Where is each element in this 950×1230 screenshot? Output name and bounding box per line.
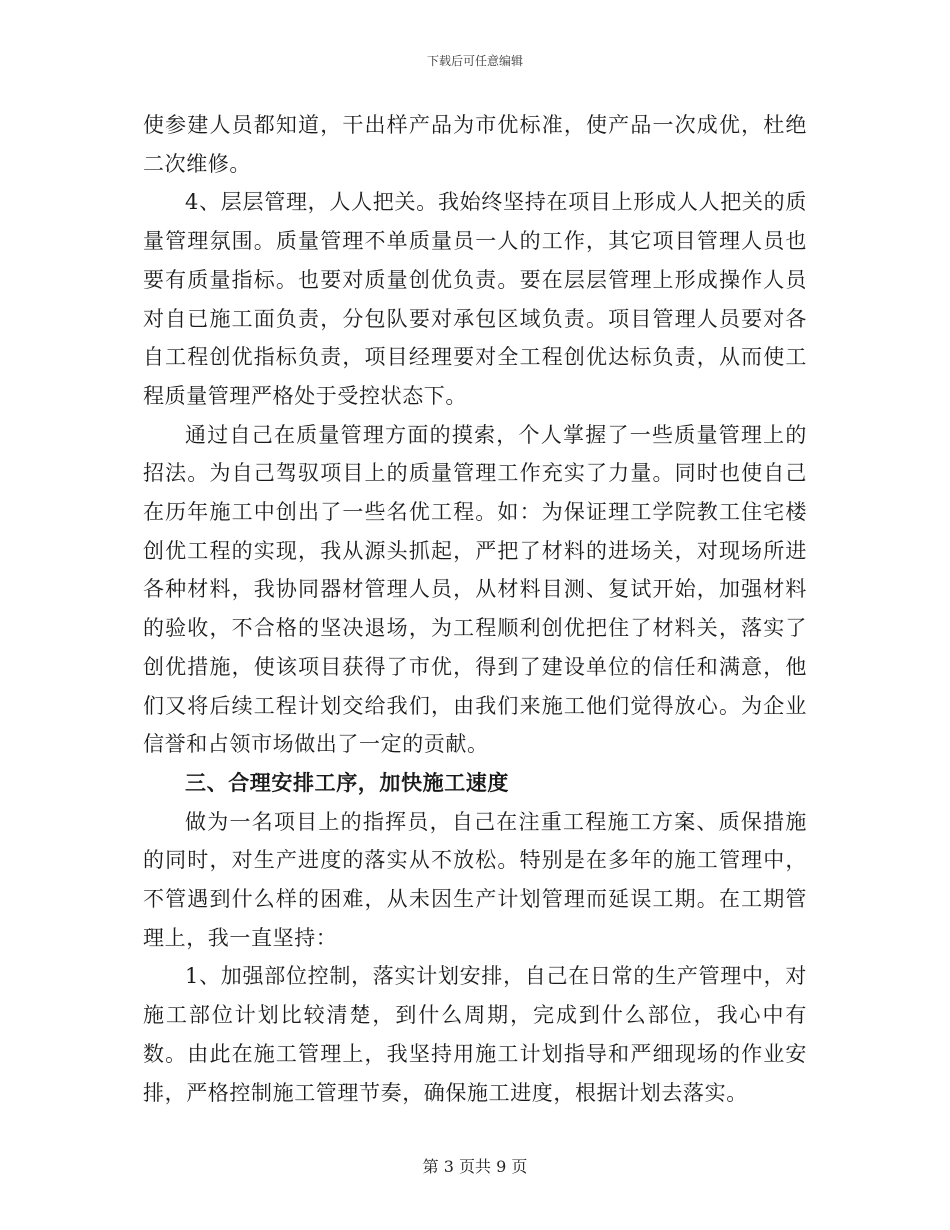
section-heading: 三、合理安排工序，加快施工速度 xyxy=(185,769,509,795)
paragraph-layered-management: 4、层层管理，人人把关。我始终坚持在项目上形成人人把关的质量管理氛围。质量管理不单质量员一人的工作，其它项目管理人员也要有质量指标。也要对质量创优负责。要在层层管理上形成操作人员对自已施工面负责，分包队要对承包区域负责。项目管理人员要对各自工程创优指标负责，项目经理要对全工程创优达标负责，从而使工程质量管理严格处于受控状态下。 xyxy=(143,190,807,408)
paragraph-schedule-commander: 做为一名项目上的指挥员，自己在注重工程施工方案、质保措施的同时，对生产进度的落实从不放松。特别是在多年的施工管理中，不管遇到什么样的困难，从未因生产计划管理而延误工期。在工期管理上，我一直坚持： xyxy=(143,809,807,950)
document-body xyxy=(143,106,807,1112)
page-footer: 第 3 页共 9 页 xyxy=(422,1157,528,1176)
paragraph-continuation: 使参建人员都知道，干出样产品为市优标准，使产品一次成优，杜绝二次维修。 xyxy=(143,113,807,176)
paragraph-quality-exploration: 通过自己在质量管理方面的摸索，个人掌握了一些质量管理上的招法。为自己驾驭项目上的质量管理工作充实了力量。同时也使自己在历年施工中创出了一些名优工程。如：为保证理工学院教工住宅楼创优工程的实现，我从源头抓起，严把了材料的进场关，对现场所进各种材料，我协同器材管理人员，从材料目测、复试开始，加强材料的验收，不合格的坚决退场，为工程顺利创优把住了材料关，落实了创优措施，使该项目获得了市优，得到了建设单位的信任和满意，他们又将后续工程计划交给我们，由我们来施工他们觉得放心。为企业信誉和占领市场做出了一定的贡献。 xyxy=(143,422,807,757)
page-header: 下载后可任意编辑 xyxy=(426,54,523,68)
paragraph-position-control: 1、加强部位控制，落实计划安排，自己在日常的生产管理中，对施工部位计划比较清楚，到什么周期，完成到什么部位，我心中有数。由此在施工管理上，我坚持用施工计划指导和严细现场的作业安排，严格控制施工管理节奏，确保施工进度，根据计划去落实。 xyxy=(143,964,807,1105)
